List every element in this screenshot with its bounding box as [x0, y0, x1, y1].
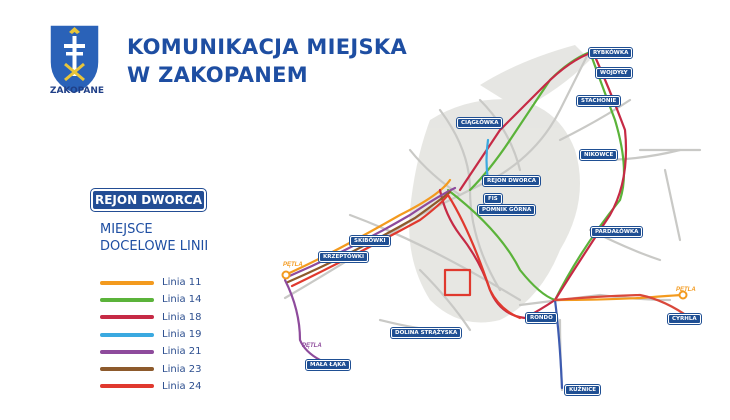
stop-nikowce: NIKOWCE [580, 150, 617, 160]
stop-pomnik-gorna: POMNIK GÓRNA [478, 205, 535, 215]
title-line-1: KOMUNIKACJA MIEJSKA [127, 35, 408, 59]
stop-wojdyly: WOJDYŁY [596, 68, 632, 78]
destinations-line-1: MIEJSCE [100, 222, 153, 237]
title-line-2: W ZAKOPANEM [127, 63, 308, 87]
legend-label: Linia 23 [162, 363, 202, 375]
stop-skibowki: SKIBÓWKI [350, 236, 390, 246]
loop-label-east: PĘTLA [676, 287, 696, 293]
legend-label: Linia 19 [162, 329, 202, 341]
stop-kuznice: KUŹNICE [565, 385, 600, 395]
stop-fis: FIS [484, 194, 502, 204]
stop-cyrhla: CYRHLA [668, 314, 701, 324]
stop-stachonie: STACHONIE [577, 96, 620, 106]
legend-label: Linia 18 [162, 311, 202, 323]
stop-pardalowka: PARDAŁÓWKA [591, 227, 642, 237]
legend-label: Linia 14 [162, 294, 202, 306]
crest-name: ZAKOPANE [49, 86, 105, 96]
region-badge: REJON DWORCA [91, 189, 206, 211]
loop-label-west: PĘTLA [283, 262, 303, 268]
stop-rybkowka: RYBKÓWKA [589, 48, 632, 58]
destinations-line-2: DOCELOWE LINII [100, 239, 209, 254]
legend-label: Linia 24 [162, 380, 202, 392]
loop-label-mala-laka: PĘTLA [302, 343, 322, 349]
legend-label: Linia 21 [162, 346, 202, 358]
stop-rondo: RONDO [526, 313, 557, 323]
stop-rejon-dworca: REJON DWORCA [483, 176, 540, 186]
stop-ciagalowka: CIĄGŁÓWKA [457, 118, 502, 128]
legend-label: Linia 11 [162, 277, 202, 289]
stop-mala-laka: MAŁA ŁĄKA [306, 360, 350, 370]
stop-dolina-strazyska: DOLINA STRĄŻYSKA [391, 328, 461, 338]
stop-krzeptowki: KRZEPTÓWKI [319, 252, 368, 262]
loop-marker-west [283, 272, 290, 279]
